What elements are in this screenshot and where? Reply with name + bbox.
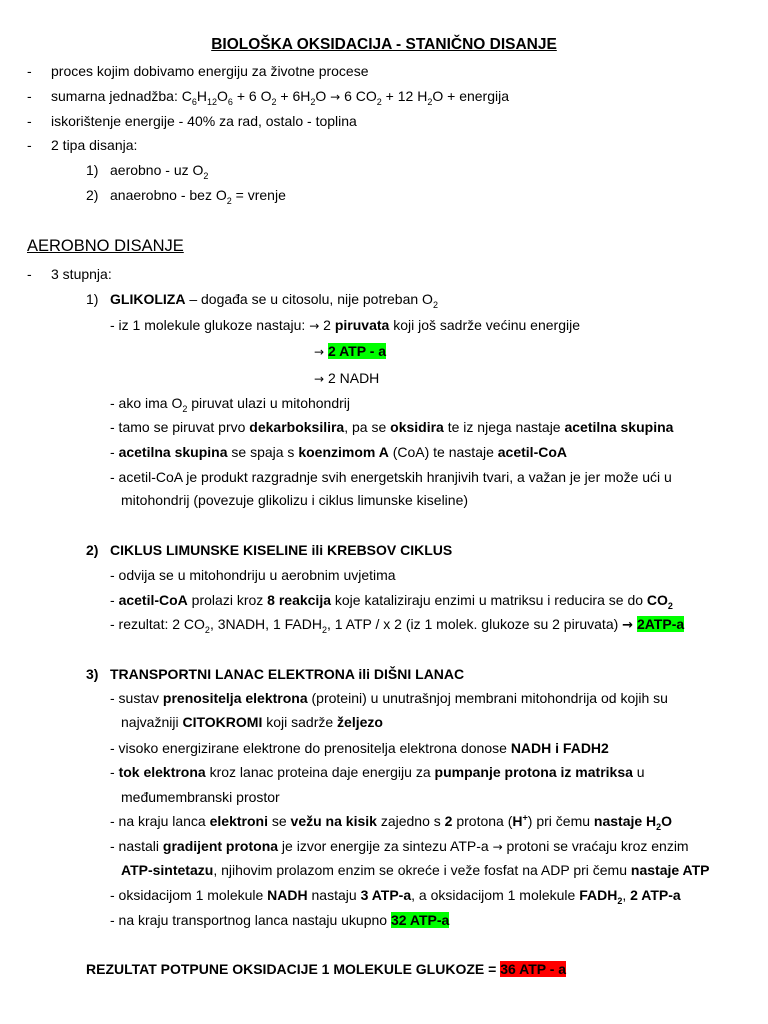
glikoliza-heading: GLIKOLIZA – događa se u citosolu, nije potreban $O_2$ <box>110 291 438 310</box>
krebs-line-3: - rezultat: 2 $CO_2$, 3NADH, 1 $FADH_2$, 1 ATP / x 2 (iz 1 molek. glukoze su 2 piruvata) → 2ATP-a <box>110 616 685 635</box>
stupnja-label: 3 stupnja: <box>51 266 112 282</box>
glikoliza-nadh: → 2 NADH <box>314 370 380 386</box>
arrow-right-icon: → <box>622 618 634 633</box>
glikoliza-line-6: - acetilna skupina se spaja s koenzimom A (CoA) te nastaje acetil-CoA <box>110 444 567 460</box>
etc-heading: TRANSPORTNI LANAC ELEKTRONA ili DIŠNI LANAC <box>110 666 465 682</box>
glikoliza-line-8: mitohondrij (povezuje glikolizu i ciklus limunske kiseline) <box>121 492 469 508</box>
bullet-dash: - <box>27 266 32 282</box>
result-line: REZULTAT POTPUNE OKSIDACIJE 1 MOLEKULE GLUKOZE = 36 ATP - a <box>86 961 567 977</box>
glikoliza-atp <box>314 343 386 361</box>
arrow-right-icon: → <box>492 840 503 854</box>
intro-line-3: iskorištenje energije - 40% za rad, ostalo - toplina <box>51 113 357 129</box>
intro-equation: sumarna jednadžba: $C_6H_{12}O_6 + 6$ $O_2 + 6H_2O \to 6$ $CO_2 + 12$ $H_2O$ + energija <box>51 88 510 107</box>
glikoliza-line-1: - iz 1 molekule glukoze nastaju: → 2 piruvata koji još sadrže većinu energije <box>110 317 580 333</box>
etc-line-6: - na kraju lanca elektroni se vežu na kisik zajedno s 2 protona (H+) pri čemu nastaje $H_2O$ <box>110 812 673 832</box>
atp-highlight: 2 ATP - a <box>327 343 387 359</box>
arrow-right-icon: → <box>314 345 325 359</box>
etc-line-9: - oksidacijom 1 molekule NADH nastaju 3 ATP-a, a oksidacijom 1 molekule $FADH_2$, 2 ATP-a <box>110 887 681 906</box>
etc-line-7: - nastali gradijent protona je izvor energije za sintezu ATP-a → protoni se vraćaju kroz enzim <box>110 838 689 854</box>
list-number: 2) <box>86 187 99 203</box>
list-number: 1) <box>86 291 99 307</box>
etc-line-10: - na kraju transportnog lanca nastaju ukupno 32 ATP-a <box>110 912 450 928</box>
bullet-dash: - <box>27 63 32 79</box>
etc-line-1: - sustav prenositelja elektrona (proteini) u unutrašnjoj membrani mitohondrija od kojih su <box>110 690 668 706</box>
etc-line-4: - tok elektrona kroz lanac proteina daje energiju za pumpanje protona iz matriksa u <box>110 764 645 780</box>
section-heading-aerobno: AEROBNO DISANJE <box>27 237 184 255</box>
page-title: BIOLOŠKA OKSIDACIJA - STANIČNO DISANJE <box>211 36 557 53</box>
bullet-dash: - <box>27 88 32 104</box>
bullet-dash: - <box>27 113 32 129</box>
krebs-line-2: - acetil-CoA prolazi kroz 8 reakcija koje kataliziraju enzimi u matriksu i reducira se do $CO_2$ <box>110 592 673 611</box>
etc-line-5: međumembranski prostor <box>121 789 280 805</box>
disanje-type-2: anaerobno - bez $O_2$ = vrenje <box>110 187 286 206</box>
atp-highlight: 2ATP-a <box>636 616 685 632</box>
etc-line-2: najvažniji CITOKROMI koji sadrže željezo <box>121 714 383 730</box>
bullet-dash: - <box>27 137 32 153</box>
atp-total-highlight: 36 ATP - a <box>500 961 567 977</box>
atp-highlight: 32 ATP-a <box>390 912 450 928</box>
list-number: 2) <box>86 542 99 558</box>
arrow-right-icon: → <box>309 319 320 333</box>
disanje-type-1: aerobno - uz $O_2$ <box>110 162 209 181</box>
arrow-right-icon: → <box>314 372 325 386</box>
etc-line-3: - visoko energizirane elektrone do prenositelja elektrona donose NADH i FADH2 <box>110 740 609 756</box>
glikoliza-line-5: - tamo se piruvat prvo dekarboksilira, pa se oksidira te iz njega nastaje acetilna skupina <box>110 419 674 435</box>
intro-line-1: proces kojim dobivamo energiju za životne procese <box>51 63 369 79</box>
krebs-heading: CIKLUS LIMUNSKE KISELINE ili KREBSOV CIKLUS <box>110 542 453 558</box>
etc-line-8: ATP-sintetazu, njihovim prolazom enzim se okreće i veže fosfat na ADP pri čemu nastaje ATP <box>121 862 710 878</box>
intro-line-4: 2 tipa disanja: <box>51 137 138 153</box>
list-number: 1) <box>86 162 99 178</box>
glikoliza-line-4: - ako ima $O_2$ piruvat ulazi u mitohondrij <box>110 395 351 414</box>
list-number: 3) <box>86 666 99 682</box>
glikoliza-line-7: - acetil-CoA je produkt razgradnje svih energetskih hranjivih tvari, a važan je jer može ući u <box>110 469 672 485</box>
krebs-line-1: - odvija se u mitohondriju u aerobnim uvjetima <box>110 567 396 583</box>
arrow-right-icon: → <box>330 90 341 104</box>
